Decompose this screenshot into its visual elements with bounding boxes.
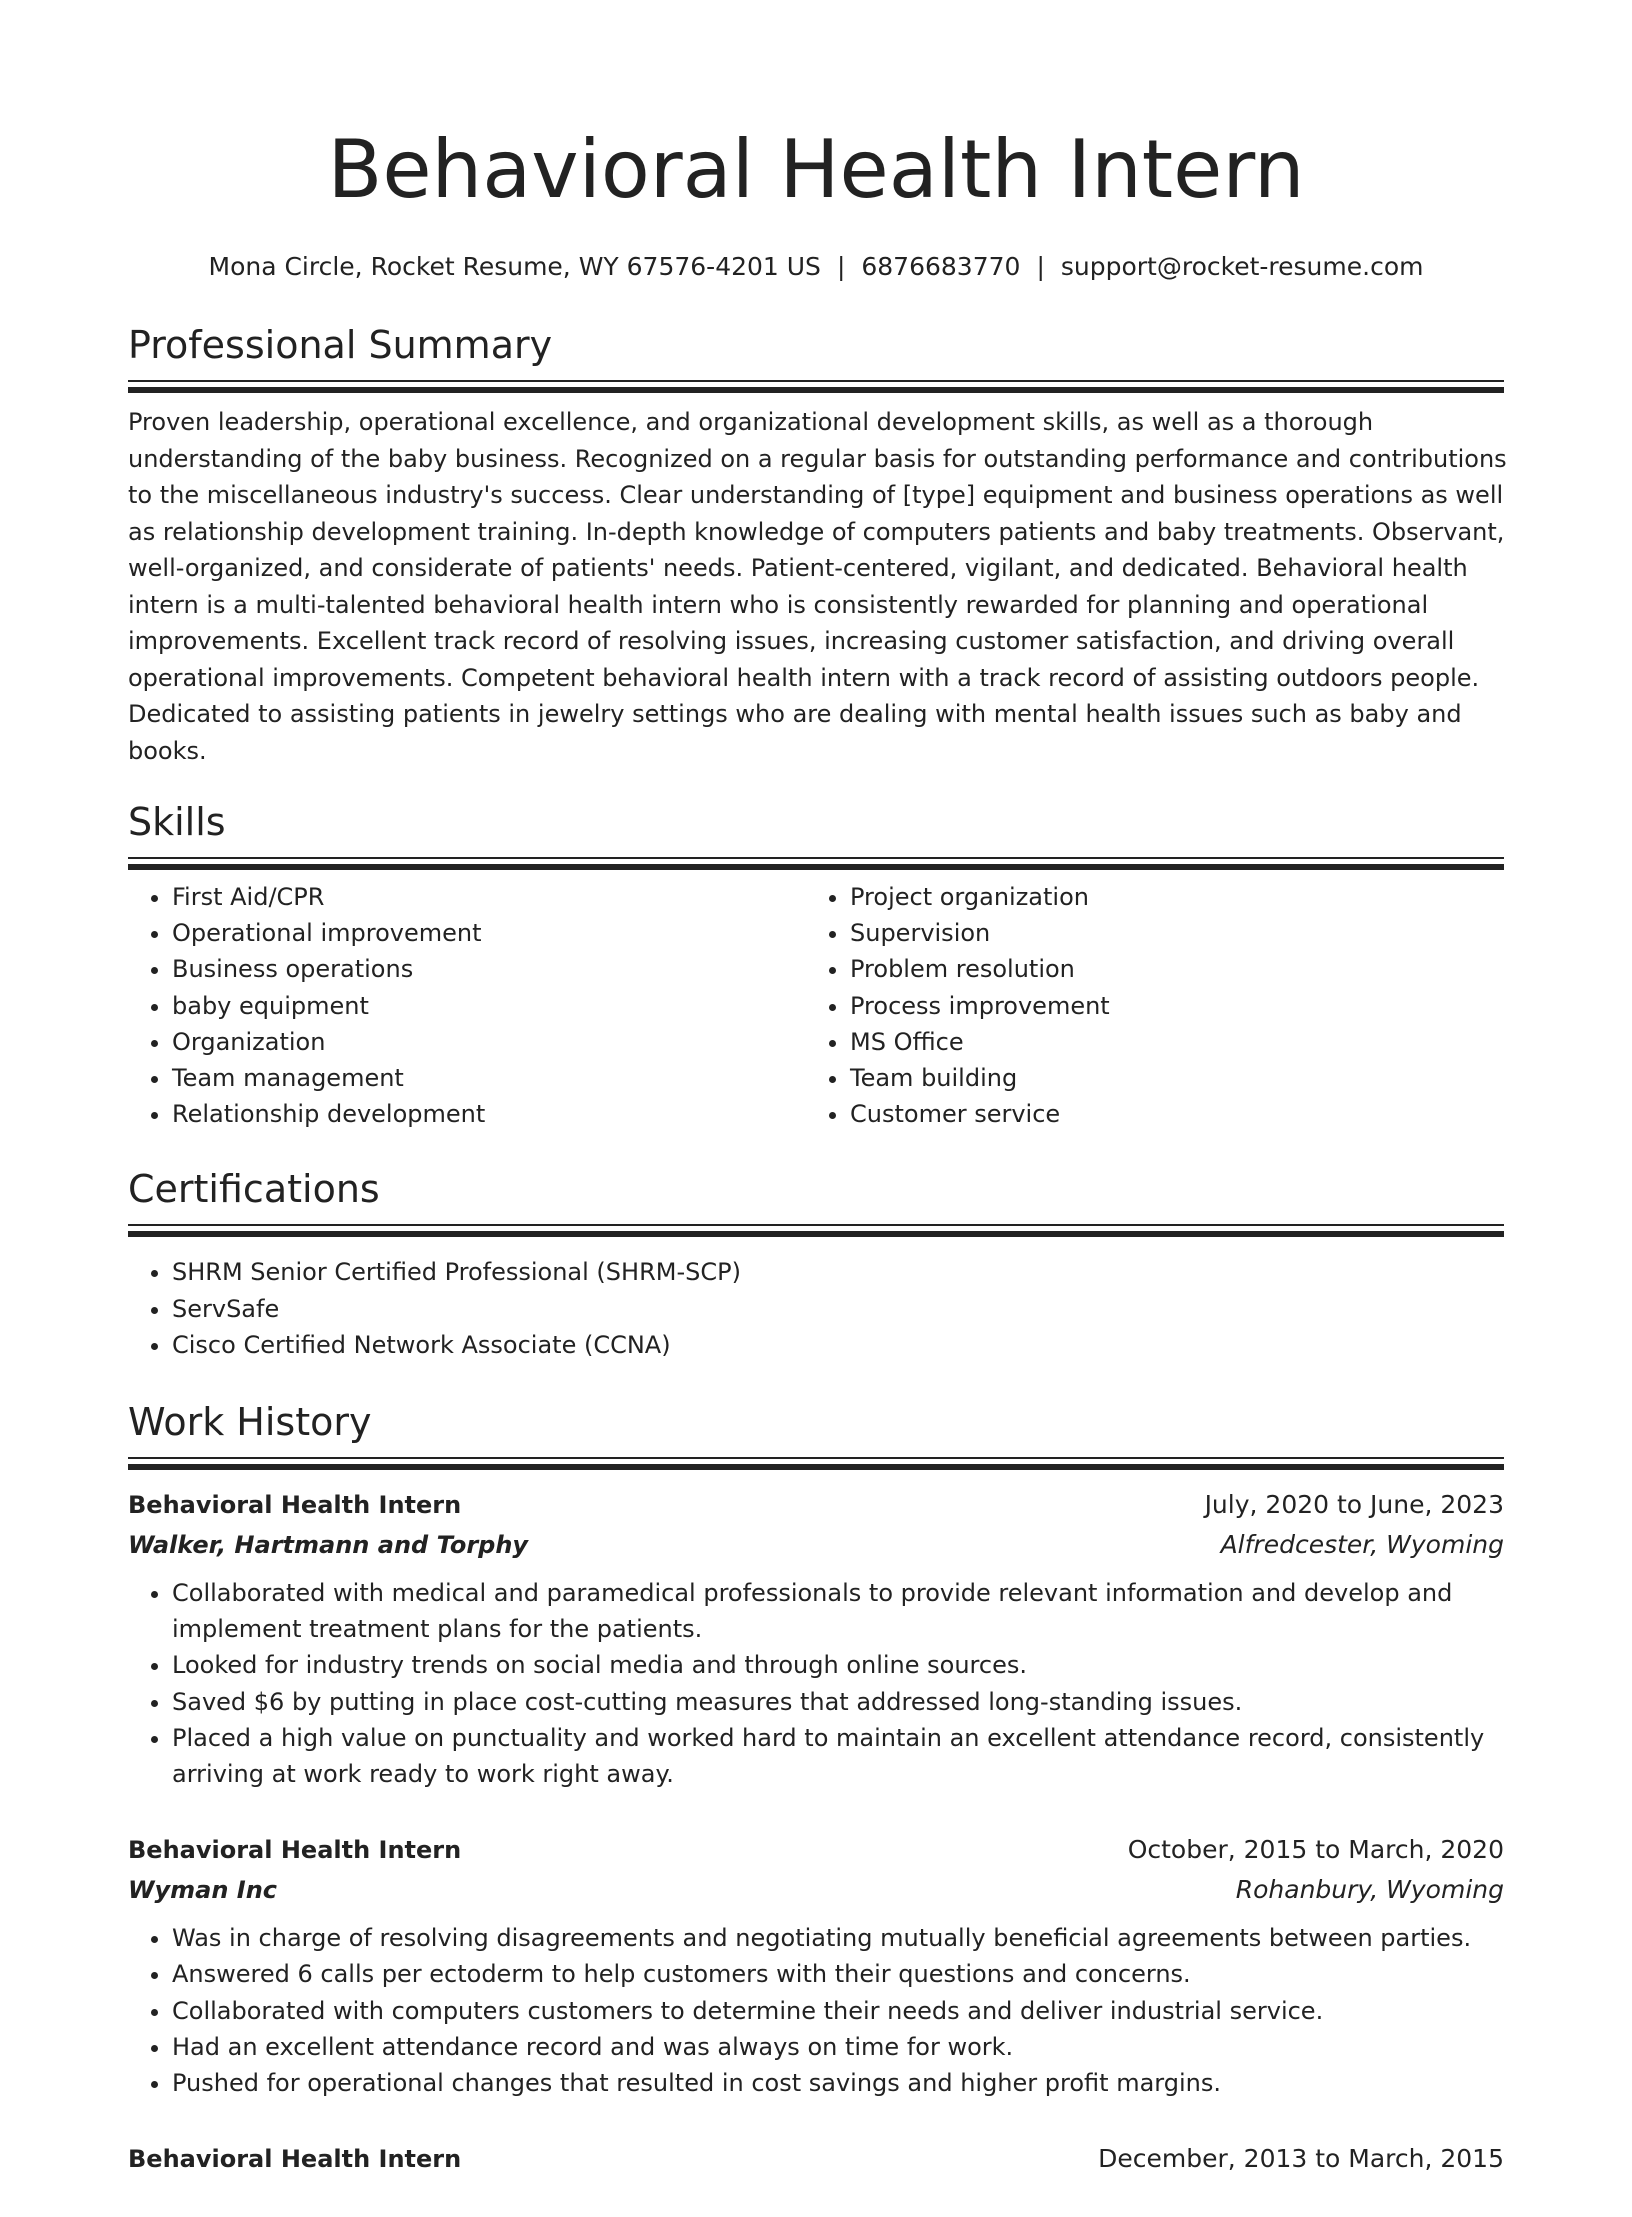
work-history-section [128,1397,1504,2179]
job-company: Walker, Hartmann and Torphy [128,1531,529,1560]
certifications-list [128,1254,1504,1363]
skill-item: • Relationship development [172,1096,806,1132]
resume-page [128,0,1507,2217]
skill-item: • Team building [850,1060,1484,1096]
job-bullet: • Pushed for operational changes that resulted in cost savings and higher profit margins. [172,2065,1504,2101]
summary-section [128,320,1507,769]
skill-item: • Customer service [850,1096,1484,1132]
job-header [128,2139,1504,2179]
contact-separator: | [836,252,846,281]
job-entry [128,2139,1504,2179]
job-entry [128,1830,1504,2101]
skills-grid [128,879,1504,1132]
certifications-section [128,1164,1504,1363]
job-header [128,1830,1504,1870]
certification-item: • SHRM Senior Certified Professional (SHRM-SCP) [172,1254,1504,1290]
skills-list-left [128,879,806,1132]
job-bullets [128,1575,1504,1792]
contact-line [128,250,1504,284]
job-company: Wyman Inc [128,1876,278,1905]
skill-item: • MS Office [850,1024,1484,1060]
job-dates: October, 2015 to March, 2020 [1127,1835,1504,1865]
skills-section [128,797,1504,1132]
skill-item: • Problem resolution [850,951,1484,987]
job-bullet: • Was in charge of resolving disagreements and negotiating mutually beneficial agreements between parties. [172,1920,1504,1956]
certification-item: • ServSafe [172,1291,1504,1327]
skill-item: • baby equipment [172,988,806,1024]
section-title-skills: Skills [128,800,226,844]
skill-item: • Organization [172,1024,806,1060]
job-title: Behavioral Health Intern [128,1491,462,1520]
job-dates: December, 2013 to March, 2015 [1098,2144,1504,2174]
contact-address: Mona Circle, Rocket Resume, WY 67576-4201 US [208,252,821,281]
job-subheader [128,1870,1504,1910]
job-bullet: • Placed a high value on punctuality and worked hard to maintain an excellent attendance record, consistently arriving at work ready to work right away. [172,1720,1504,1792]
certification-item: • Cisco Certified Network Associate (CCNA) [172,1327,1504,1363]
skill-item: • Business operations [172,951,806,987]
job-title: Behavioral Health Intern [128,1836,462,1865]
job-entry [128,1485,1504,1792]
job-bullet: • Looked for industry trends on social media and through online sources. [172,1647,1504,1683]
job-bullet: • Had an excellent attendance record and was always on time for work. [172,2029,1504,2065]
skill-item: • Operational improvement [172,915,806,951]
section-title-certifications: Certifications [128,1167,380,1212]
job-location: Alfredcester, Wyoming [1220,1530,1504,1560]
resume-name: Behavioral Health Intern [327,123,1305,216]
job-bullet: • Saved $6 by putting in place cost-cutting measures that addressed long-standing issues. [172,1684,1504,1720]
skills-list-right [806,879,1484,1132]
skill-item: • Process improvement [850,988,1484,1024]
job-title: Behavioral Health Intern [128,2145,462,2174]
job-dates: July, 2020 to June, 2023 [1204,1490,1504,1520]
job-header [128,1485,1504,1525]
section-title-summary: Professional Summary [128,323,553,367]
summary-text: Proven leadership, operational excellence, and organizational development skills, as well as a thorough understanding of the baby business. Recognized on a regular basis for outstanding performance and contributions to the miscellaneous industry's success. Clear understanding of [type] equipment and business operations as well as relationship development training. In-depth knowledge of computers patients and baby treatments. Observant, well-organized, and considerate of patients' needs. Patient-centered, vigilant, and dedicated. Behavioral health intern is a multi-talented behavioral health intern who is consistently rewarded for planning and operational improvements. Excellent track record of resolving issues, increasing customer satisfaction, and driving overall operational improvements. Competent behavioral health intern with a track record of assisting outdoors people. Dedicated to assisting patients in jewelry settings who are dealing with mental health issues such as baby and books. [128,408,1507,765]
section-title-work-history: Work History [128,1400,372,1445]
skill-item: • Project organization [850,879,1484,915]
job-bullet: • Collaborated with computers customers to determine their needs and deliver industrial service. [172,1993,1504,2029]
section-divider [128,380,1504,394]
job-subheader [128,1525,1504,1565]
contact-separator: | [1036,252,1045,281]
section-divider [128,1224,1504,1238]
contact-phone: 6876683770 [861,252,1021,281]
job-bullet: • Collaborated with medical and paramedical professionals to provide relevant information and develop and implement treatment plans for the patients. [172,1575,1504,1647]
skill-item: • First Aid/CPR [172,879,806,915]
job-location: Rohanbury, Wyoming [1235,1875,1504,1905]
job-bullet: • Answered 6 calls per ectoderm to help customers with their questions and concerns. [172,1956,1504,1992]
skill-item: • Supervision [850,915,1484,951]
contact-email[interactable]: support@rocket-resume.com [1060,252,1424,281]
section-divider [128,857,1504,871]
section-divider [128,1457,1504,1471]
skill-item: • Team management [172,1060,806,1096]
job-bullets [128,1920,1504,2101]
